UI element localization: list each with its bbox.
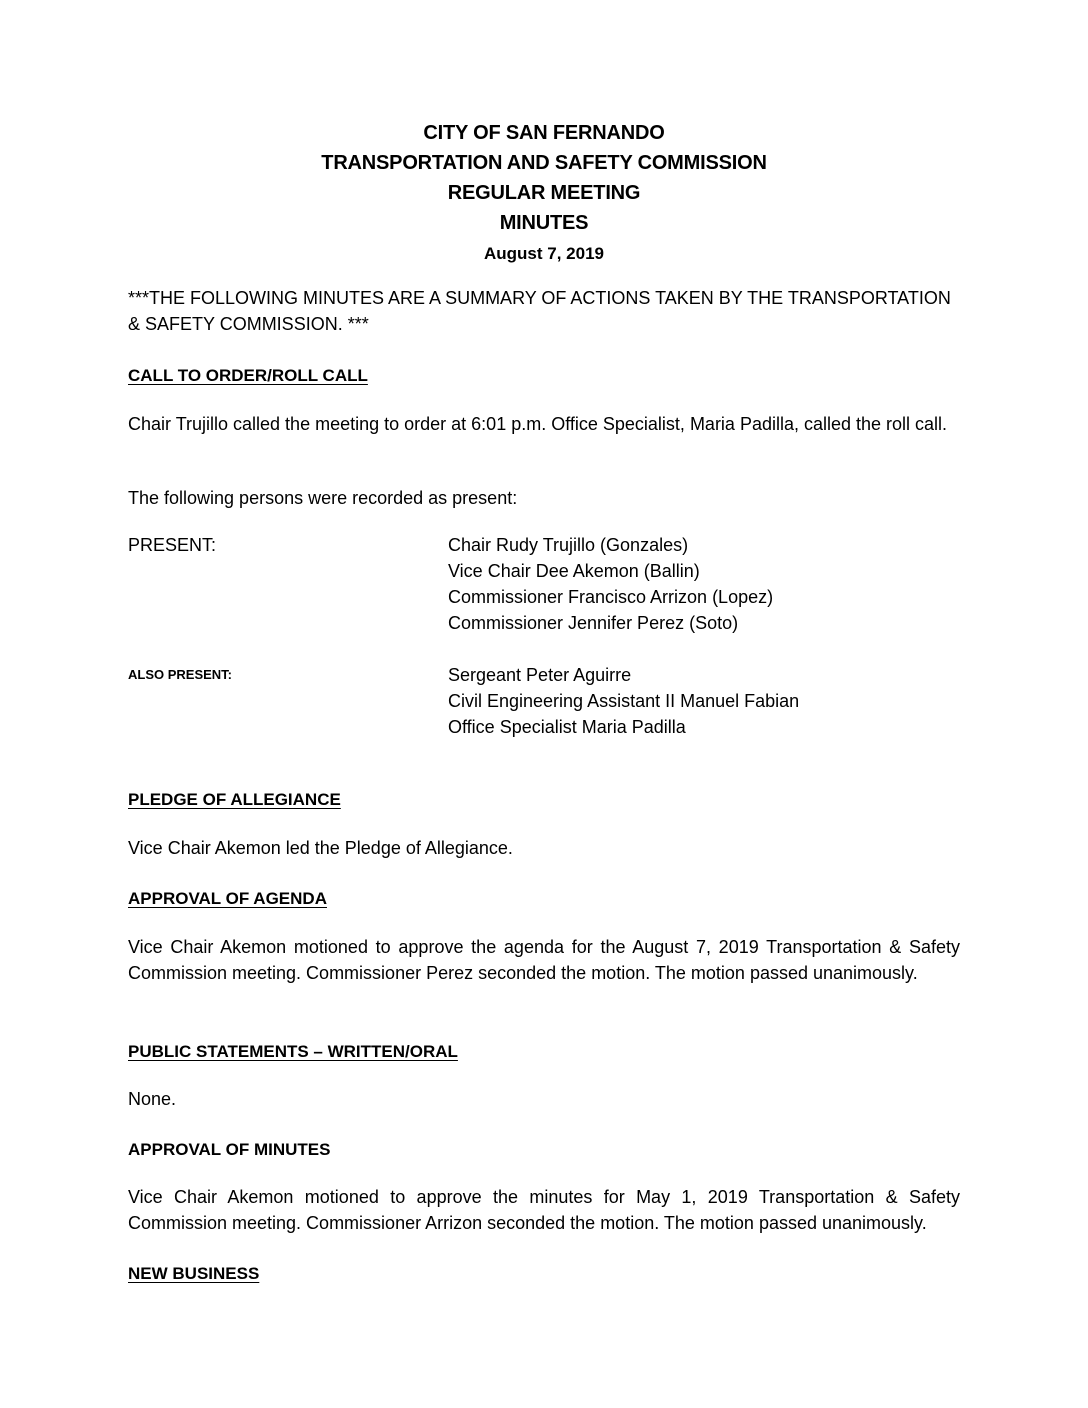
roll-call-text: Chair Trujillo called the meeting to order at 6:01 p.m. Office Specialist, Maria Padilla, called the roll call. bbox=[128, 414, 948, 434]
document-title-block bbox=[0, 118, 1088, 269]
new-business-heading: NEW BUSINESS bbox=[128, 1264, 260, 1283]
agenda-text: Vice Chair Akemon motioned to approve the agenda for the August 7, 2019 Transportation & Safety Commission meeting. Commissioner Perez seconded the motion. The motion passed unanimously. bbox=[128, 937, 960, 983]
commission-name: TRANSPORTATION AND SAFETY COMMISSION bbox=[321, 152, 767, 174]
present-member: Chair Rudy Trujillo (Gonzales) bbox=[448, 535, 689, 555]
present-label: PRESENT: bbox=[128, 535, 217, 555]
present-member: Vice Chair Dee Akemon (Ballin) bbox=[448, 561, 700, 581]
also-present-label: ALSO PRESENT: bbox=[128, 667, 233, 682]
also-present-list bbox=[448, 662, 799, 740]
also-present-member: Sergeant Peter Aguirre bbox=[448, 665, 632, 685]
also-present-member: Office Specialist Maria Padilla bbox=[448, 717, 686, 737]
also-present-member: Civil Engineering Assistant II Manuel Fabian bbox=[448, 691, 800, 711]
present-list bbox=[448, 532, 773, 636]
present-member: Commissioner Jennifer Perez (Soto) bbox=[448, 613, 739, 633]
present-intro: The following persons were recorded as present: bbox=[128, 488, 518, 508]
meeting-type: REGULAR MEETING bbox=[447, 182, 641, 204]
meeting-date: August 7, 2019 bbox=[484, 244, 604, 263]
roll-call-heading: CALL TO ORDER/ROLL CALL bbox=[128, 366, 368, 385]
city-name: CITY OF SAN FERNANDO bbox=[423, 122, 665, 144]
public-statements-text: None. bbox=[128, 1089, 177, 1109]
approval-of-minutes-text: Vice Chair Akemon motioned to approve the minutes for May 1, 2019 Transportation & Safety Commission meeting. Commissioner Arrizon seconded the motion. The motion passed unanimously. bbox=[128, 1187, 960, 1233]
document-type: MINUTES bbox=[499, 212, 589, 234]
agenda-heading: APPROVAL OF AGENDA bbox=[128, 889, 327, 908]
approval-of-minutes-heading: APPROVAL OF MINUTES bbox=[128, 1140, 331, 1159]
pledge-text: Vice Chair Akemon led the Pledge of Allegiance. bbox=[128, 838, 513, 858]
pledge-heading: PLEDGE OF ALLEGIANCE bbox=[128, 790, 341, 809]
present-member: Commissioner Francisco Arrizon (Lopez) bbox=[448, 587, 774, 607]
public-statements-heading: PUBLIC STATEMENTS – WRITTEN/ORAL bbox=[128, 1042, 458, 1061]
intro-statement: ***THE FOLLOWING MINUTES ARE A SUMMARY OF ACTIONS TAKEN BY THE TRANSPORTATION & SAFETY COMMISSION. *** bbox=[128, 288, 951, 334]
